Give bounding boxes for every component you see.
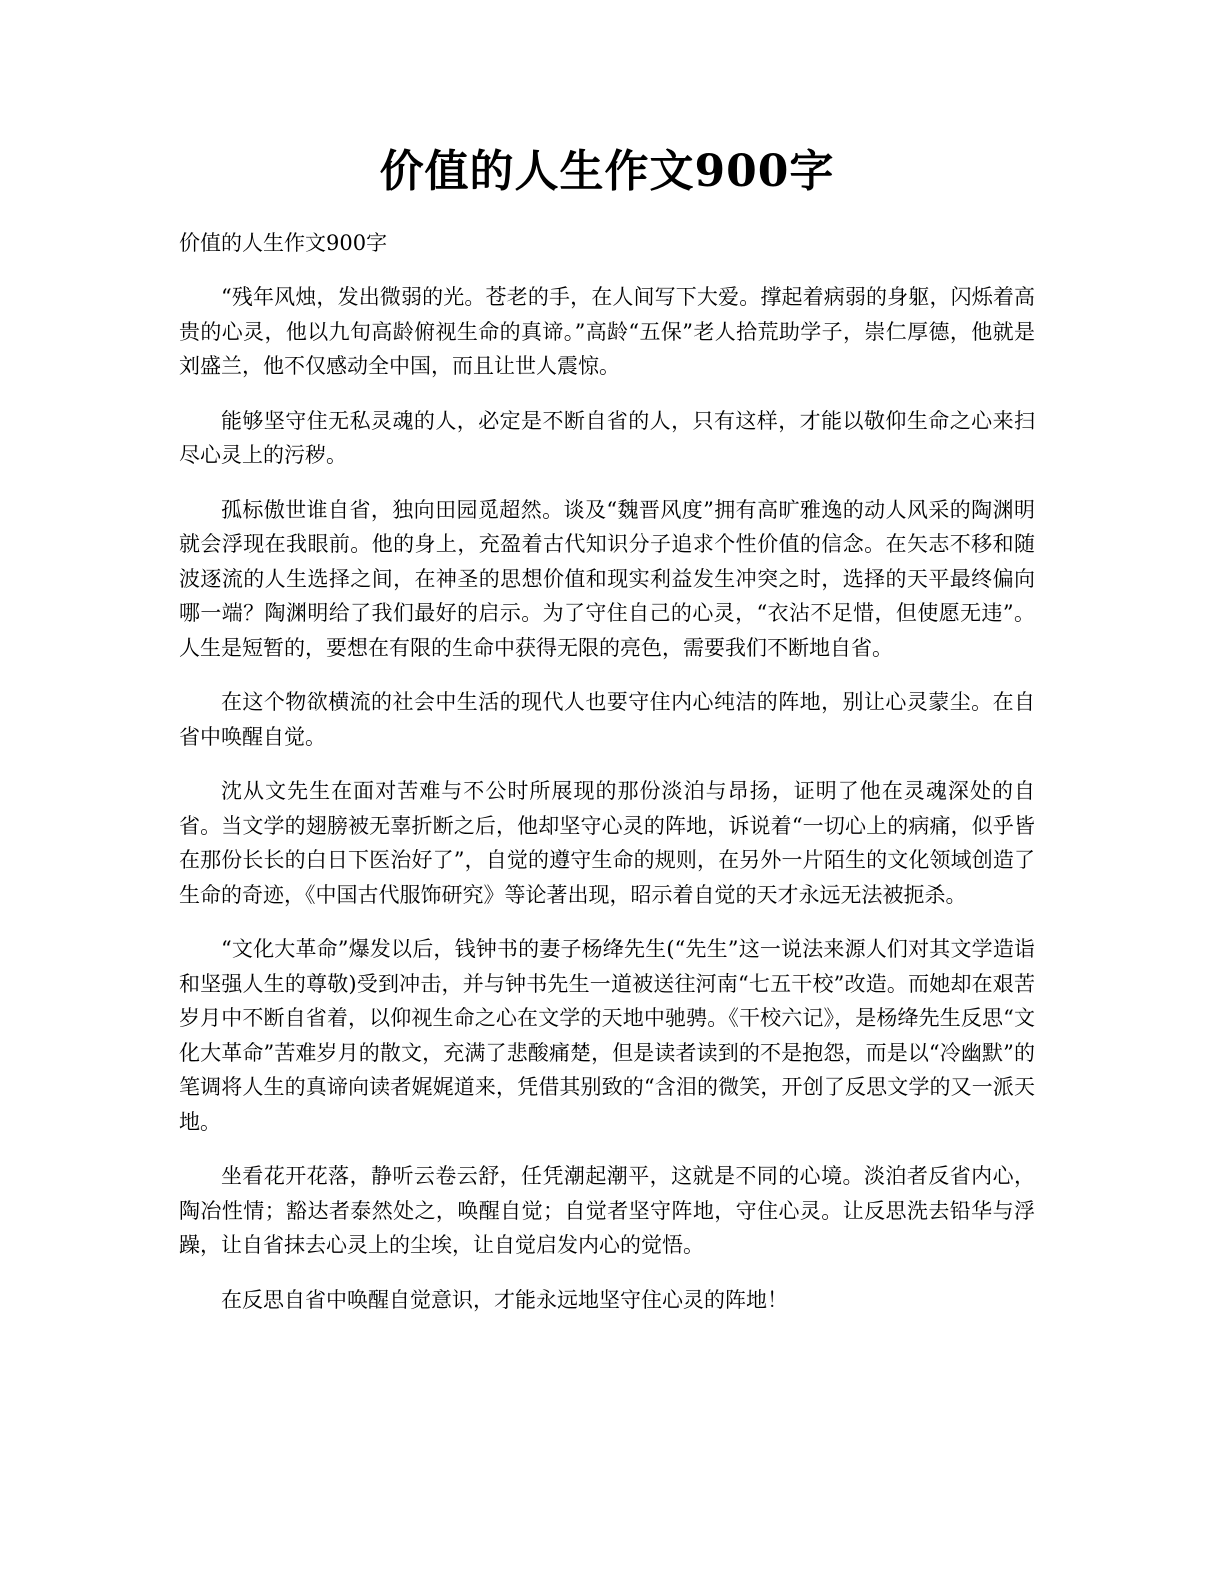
paragraph: 能够坚守住无私灵魂的人，必定是不断自省的人，只有这样，才能以敬仰生命之心来扫尽心灵上的污秽。: [179, 408, 1035, 467]
document-title: 价值的人生作文900字: [379, 146, 835, 197]
document-body: [179, 280, 1035, 1337]
paragraph: 在反思自省中唤醒自觉意识，才能永远地坚守住心灵的阵地！: [221, 1287, 788, 1312]
paragraph: “文化大革命”爆发以后，钱钟书的妻子杨绛先生(“先生”这一说法来源人们对其文学造诣和坚强人生的尊敬)受到冲击，并与钟书先生一道被送往河南“七五干校”改造。而她却在艰苦岁月中不断自省着，以仰视生命之心在文学的天地中驰骋。《干校六记》，是杨绛先生反思“文化大革命”苦难岁月的散文，充满了悲酸痛楚，但是读者读到的不是抱怨，而是以“冷幽默”的笔调将人生的真谛向读者娓娓道来，凭借其别致的“含泪的微笑，开创了反思文学的又一派天地。: [179, 937, 1035, 1134]
paragraph: 坐看花开花落，静听云卷云舒，任凭潮起潮平，这就是不同的心境。淡泊者反省内心，陶冶性情；豁达者泰然处之，唤醒自觉；自觉者坚守阵地，守住心灵。让反思洗去铅华与浮躁，让自省抹去心灵上的尘埃，让自觉启发内心的觉悟。: [179, 1164, 1035, 1257]
paragraph: 沈从文先生在面对苦难与不公时所展现的那份淡泊与昂扬，证明了他在灵魂深处的自省。当文学的翅膀被无辜折断之后，他却坚守心灵的阵地，诉说着“一切心上的病痛，似乎皆在那份长长的白日下医治好了”，自觉的遵守生命的规则，在另外一片陌生的文化领域创造了生命的奇迹，《中国古代服饰研究》等论著出现，昭示着自觉的天才永远无法被扼杀。: [179, 779, 1035, 907]
paragraph: 在这个物欲横流的社会中生活的现代人也要守住内心纯洁的阵地，别让心灵蒙尘。在自省中唤醒自觉。: [179, 690, 1035, 749]
document-subtitle: 价值的人生作文900字: [179, 231, 388, 255]
paragraph: “残年风烛，发出微弱的光。苍老的手，在人间写下大爱。撑起着病弱的身躯，闪烁着高贵的心灵，他以九旬高龄俯视生命的真谛。”高龄“五保”老人拾荒助学子，崇仁厚德，他就是刘盛兰，他不仅感动全中国，而且让世人震惊。: [179, 285, 1035, 378]
paragraph: 孤标傲世谁自省，独向田园觅超然。谈及“魏晋风度”拥有高旷雅逸的动人风采的陶渊明就会浮现在我眼前。他的身上，充盈着古代知识分子追求个性价值的信念。在矢志不移和随波逐流的人生选择之间，在神圣的思想价值和现实利益发生冲突之时，选择的天平最终偏向哪一端？陶渊明给了我们最好的启示。为了守住自己的心灵，“衣沾不足惜，但使愿无违”。人生是短暂的，要想在有限的生命中获得无限的亮色，需要我们不断地自省。: [179, 497, 1035, 660]
